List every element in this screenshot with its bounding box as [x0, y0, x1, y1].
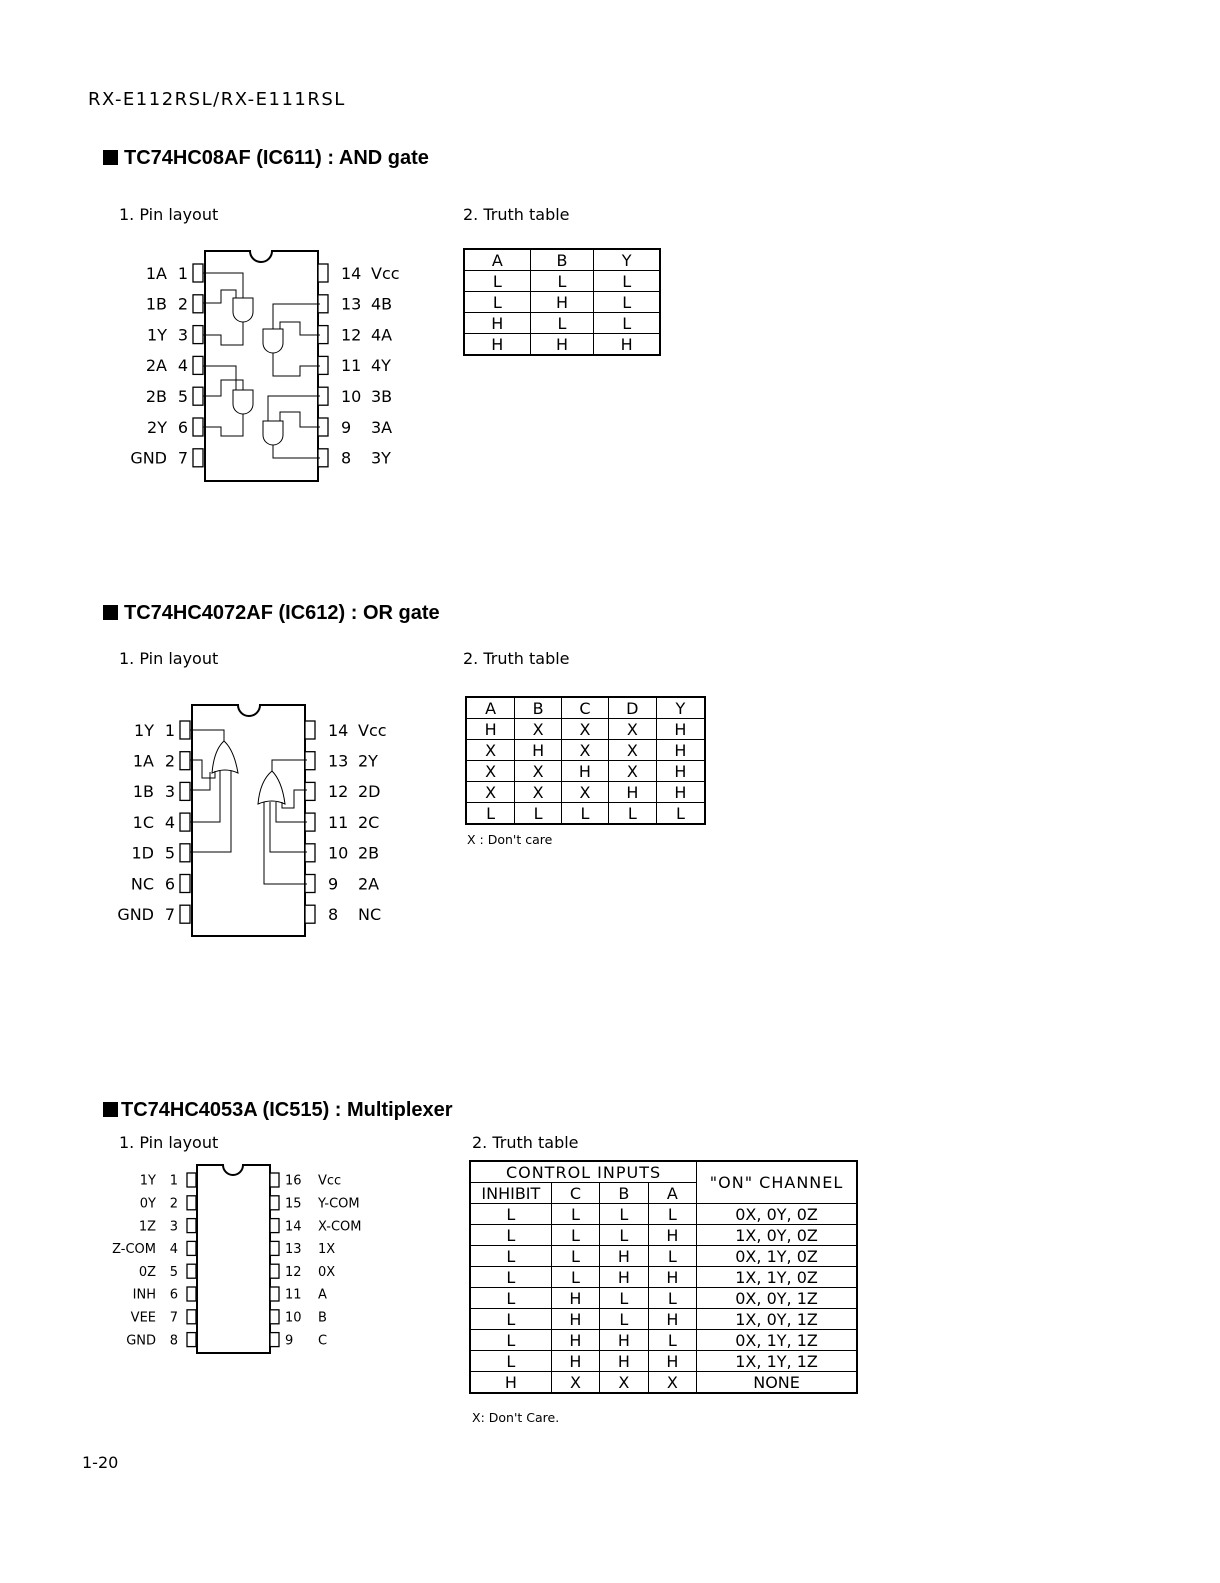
- pin-9-number: 9: [285, 1333, 294, 1349]
- pin-9-marker: [305, 875, 315, 893]
- pin-2-marker: [193, 295, 203, 313]
- pin-1-number: 1: [177, 263, 188, 283]
- pin-7-name: GND: [130, 448, 167, 468]
- section-title-multiplexer: TC74HC4053A (IC515) : Multiplexer: [103, 1099, 453, 1122]
- table-row: [470, 1267, 857, 1288]
- table-cell: H: [594, 334, 660, 356]
- table-row: [470, 1246, 857, 1267]
- pin-16-name: Vcc: [318, 1173, 342, 1189]
- table-cell: H: [648, 1267, 696, 1288]
- pin-6-name: NC: [130, 874, 154, 894]
- wire: [190, 730, 224, 741]
- pin-14-marker: [318, 264, 328, 282]
- pin-7-number: 7: [164, 904, 175, 924]
- wire: [280, 412, 320, 427]
- table-cell: H: [600, 1246, 648, 1267]
- pin-12-name: 2D: [358, 782, 381, 802]
- table-cell: X: [466, 761, 515, 782]
- pin-12-number: 12: [328, 782, 349, 802]
- pin-4-number: 4: [177, 356, 188, 376]
- table-cell: H: [656, 782, 705, 803]
- truth-table-label: 2. Truth table: [472, 1133, 579, 1152]
- pin-7-name: VEE: [130, 1310, 156, 1326]
- table-row: [470, 1204, 857, 1225]
- pin-5-marker: [180, 844, 190, 862]
- column-header: A: [464, 249, 530, 271]
- column-header: C: [551, 1183, 599, 1204]
- table-cell: 1X, 1Y, 0Z: [697, 1267, 857, 1288]
- table-cell: L: [594, 313, 660, 334]
- table-group-header-row: [470, 1161, 857, 1183]
- table-cell: H: [600, 1267, 648, 1288]
- pin-9-marker: [270, 1333, 279, 1347]
- wire: [203, 366, 236, 390]
- pin-7-number: 7: [177, 448, 188, 468]
- table-cell: X: [608, 719, 656, 740]
- pin-2-name: 1A: [132, 751, 154, 771]
- wire: [273, 353, 320, 376]
- table-cell: L: [466, 803, 515, 825]
- document-header: RX-E112RSL/RX-E111RSL: [88, 89, 346, 110]
- pin-15-marker: [270, 1196, 279, 1210]
- table-header-row: [464, 249, 660, 271]
- table-cell: L: [464, 292, 530, 313]
- table-row: [464, 292, 660, 313]
- pin-14-number: 14: [341, 263, 362, 283]
- pin-13-number: 13: [341, 294, 362, 314]
- column-header: D: [608, 697, 656, 719]
- on-channel-header: "ON" CHANNEL: [697, 1161, 857, 1204]
- table-cell: L: [648, 1288, 696, 1309]
- table-cell: L: [470, 1225, 551, 1246]
- chip-body: [197, 1165, 270, 1353]
- table-cell: L: [600, 1288, 648, 1309]
- pin-1-marker: [193, 264, 203, 282]
- pin-4-name: 1C: [132, 812, 154, 832]
- pin-9-name: C: [318, 1333, 328, 1349]
- table-row: [470, 1372, 857, 1394]
- wire: [203, 290, 236, 303]
- wire: [273, 445, 320, 458]
- table-cell: L: [464, 271, 530, 292]
- wire: [268, 396, 320, 421]
- pin-12-name: 0X: [318, 1264, 336, 1280]
- pin-14-number: 14: [285, 1219, 302, 1235]
- pin-2-marker: [187, 1196, 196, 1210]
- table-cell: L: [594, 271, 660, 292]
- pin-8-number: 8: [341, 448, 352, 468]
- page-number: 1-20: [82, 1453, 119, 1472]
- pin-14-name: X-COM: [318, 1219, 362, 1235]
- table-cell: H: [470, 1372, 551, 1394]
- table-cell: H: [608, 782, 656, 803]
- pin-13-marker: [305, 752, 315, 770]
- pin-13-name: 1X: [318, 1242, 336, 1258]
- table-cell: 0X, 1Y, 0Z: [697, 1246, 857, 1267]
- bullet-square-icon: [103, 150, 118, 165]
- wire: [203, 322, 243, 345]
- table-row: [466, 803, 705, 825]
- pin-11-number: 11: [285, 1287, 302, 1303]
- table-cell: L: [551, 1204, 599, 1225]
- pin-4-name: Z-COM: [112, 1242, 156, 1258]
- table-cell: L: [470, 1267, 551, 1288]
- wire: [276, 802, 307, 822]
- pin-8-number: 8: [328, 904, 339, 924]
- pin-16-marker: [270, 1173, 279, 1187]
- pin-8-marker: [187, 1333, 196, 1347]
- wire: [272, 760, 307, 771]
- table-cell: X: [466, 740, 515, 761]
- table-cell: L: [470, 1330, 551, 1351]
- pin-13-name: 4B: [371, 294, 393, 314]
- table-row: [466, 761, 705, 782]
- table-cell: H: [464, 313, 530, 334]
- pin-layout-label: 1. Pin layout: [119, 205, 219, 224]
- table-cell: L: [551, 1225, 599, 1246]
- pin-12-name: 4A: [371, 325, 393, 345]
- wire: [190, 771, 231, 852]
- table-cell: H: [515, 740, 562, 761]
- column-header: C: [562, 697, 609, 719]
- table-cell: H: [656, 761, 705, 782]
- pin-1-name: 1Y: [134, 720, 154, 740]
- pin-7-marker: [193, 449, 203, 467]
- table-cell: L: [608, 803, 656, 825]
- pin-13-name: 2Y: [358, 751, 378, 771]
- wire: [190, 771, 220, 822]
- pin-14-marker: [305, 721, 315, 739]
- table-cell: H: [551, 1351, 599, 1372]
- pin-layout-label: 1. Pin layout: [119, 649, 219, 668]
- pin-11-name: A: [318, 1287, 327, 1303]
- table-cell: H: [530, 292, 594, 313]
- pin-12-marker: [305, 782, 315, 800]
- pin-5-number: 5: [169, 1264, 178, 1280]
- pin-6-name: INH: [132, 1287, 156, 1303]
- pin-12-marker: [318, 326, 328, 344]
- pin-14-name: Vcc: [358, 720, 387, 740]
- pin-9-number: 9: [328, 874, 339, 894]
- pin-4-marker: [187, 1241, 196, 1255]
- table-cell: X: [562, 719, 609, 740]
- column-header: Y: [594, 249, 660, 271]
- pin-7-marker: [180, 905, 190, 923]
- table-cell: H: [551, 1288, 599, 1309]
- pin-5-name: 0Z: [138, 1264, 156, 1280]
- column-header: INHIBIT: [470, 1183, 551, 1204]
- pin-3-number: 3: [177, 325, 188, 345]
- pin-12-number: 12: [341, 325, 362, 345]
- table-cell: H: [648, 1309, 696, 1330]
- pin-3-name: 1Z: [138, 1219, 156, 1235]
- or-gate-truth-table: [465, 696, 706, 825]
- section-title-and-gate: TC74HC08AF (IC611) : AND gate: [103, 147, 429, 170]
- pin-1-name: 1Y: [139, 1173, 156, 1189]
- table-cell: X: [515, 782, 562, 803]
- pin-1-number: 1: [164, 720, 175, 740]
- pin-5-marker: [187, 1264, 196, 1278]
- table-row: [470, 1330, 857, 1351]
- pin-16-number: 16: [285, 1173, 302, 1189]
- pin-1-name: 1A: [145, 263, 167, 283]
- table-cell: H: [648, 1225, 696, 1246]
- section-title-or-gate: TC74HC4072AF (IC612) : OR gate: [103, 602, 440, 625]
- pin-6-marker: [187, 1287, 196, 1301]
- table-cell: 1X, 1Y, 1Z: [697, 1351, 857, 1372]
- pin-9-marker: [318, 418, 328, 436]
- pin-6-name: 2Y: [147, 417, 167, 437]
- table-cell: L: [551, 1246, 599, 1267]
- pin-4-number: 4: [164, 812, 175, 832]
- pin-2-number: 2: [169, 1196, 178, 1212]
- wire: [190, 760, 215, 778]
- column-header: B: [600, 1183, 648, 1204]
- truth-table-note: X : Don't care: [467, 832, 553, 847]
- pin-4-marker: [180, 813, 190, 831]
- wire: [264, 802, 307, 884]
- pin-1-marker: [180, 721, 190, 739]
- wire: [203, 380, 243, 396]
- table-cell: 1X, 0Y, 1Z: [697, 1309, 857, 1330]
- wire: [190, 772, 210, 790]
- pin-10-name: 2B: [358, 843, 380, 863]
- pin-6-marker: [193, 418, 203, 436]
- pin-11-name: 2C: [358, 812, 380, 832]
- pin-3-marker: [193, 326, 203, 344]
- table-cell: X: [608, 761, 656, 782]
- table-cell: H: [600, 1330, 648, 1351]
- pin-10-marker: [270, 1310, 279, 1324]
- pin-11-marker: [318, 356, 328, 374]
- pin-2-name: 1B: [145, 294, 167, 314]
- pin-4-number: 4: [169, 1242, 178, 1258]
- table-cell: H: [551, 1330, 599, 1351]
- pin-12-number: 12: [285, 1264, 302, 1280]
- column-header: A: [648, 1183, 696, 1204]
- pin-10-marker: [305, 844, 315, 862]
- table-cell: L: [470, 1351, 551, 1372]
- table-header-row: [466, 697, 705, 719]
- pin-5-name: 1D: [131, 843, 154, 863]
- table-cell: L: [600, 1204, 648, 1225]
- table-cell: H: [466, 719, 515, 740]
- pin-3-name: 1Y: [147, 325, 167, 345]
- pin-10-name: 3B: [371, 386, 393, 406]
- table-cell: L: [515, 803, 562, 825]
- pin-8-marker: [305, 905, 315, 923]
- pin-10-number: 10: [328, 843, 349, 863]
- table-cell: L: [656, 803, 705, 825]
- pin-8-marker: [318, 449, 328, 467]
- pin-3-number: 3: [164, 782, 175, 802]
- pin-13-marker: [318, 295, 328, 313]
- table-cell: NONE: [697, 1372, 857, 1394]
- pin-9-name: 2A: [358, 874, 380, 894]
- table-cell: 0X, 0Y, 0Z: [697, 1204, 857, 1225]
- pin-7-marker: [187, 1310, 196, 1324]
- pin-9-name: 3A: [371, 417, 393, 437]
- table-cell: L: [648, 1330, 696, 1351]
- table-cell: L: [648, 1246, 696, 1267]
- table-cell: X: [466, 782, 515, 803]
- table-cell: L: [562, 803, 609, 825]
- pin-2-name: 0Y: [139, 1196, 156, 1212]
- table-cell: H: [648, 1351, 696, 1372]
- pin-9-number: 9: [341, 417, 352, 437]
- table-row: [470, 1225, 857, 1246]
- table-cell: H: [464, 334, 530, 356]
- pin-6-number: 6: [177, 417, 188, 437]
- table-cell: L: [551, 1267, 599, 1288]
- table-row: [470, 1351, 857, 1372]
- table-row: [466, 740, 705, 761]
- table-cell: H: [656, 719, 705, 740]
- table-cell: L: [648, 1204, 696, 1225]
- table-cell: L: [470, 1246, 551, 1267]
- pin-15-name: Y-COM: [318, 1196, 360, 1212]
- table-cell: 0X, 1Y, 1Z: [697, 1330, 857, 1351]
- table-cell: L: [530, 271, 594, 292]
- table-cell: X: [562, 740, 609, 761]
- pin-5-marker: [193, 387, 203, 405]
- table-cell: X: [515, 719, 562, 740]
- table-cell: L: [470, 1204, 551, 1225]
- chip-body: [205, 251, 318, 481]
- wire: [203, 414, 243, 436]
- pin-13-number: 13: [285, 1242, 302, 1258]
- table-cell: H: [656, 740, 705, 761]
- table-cell: L: [594, 292, 660, 313]
- table-row: [466, 719, 705, 740]
- and-gate-symbol: [263, 421, 283, 445]
- and-gate-symbol: [233, 390, 253, 414]
- and-gate-truth-table: [463, 248, 661, 356]
- pin-3-number: 3: [169, 1219, 178, 1235]
- pin-13-marker: [270, 1241, 279, 1255]
- table-cell: L: [530, 313, 594, 334]
- pin-11-marker: [270, 1287, 279, 1301]
- wire: [270, 802, 307, 852]
- wire: [280, 322, 320, 335]
- table-cell: L: [470, 1309, 551, 1330]
- chip-body: [192, 705, 305, 936]
- wire: [273, 304, 320, 329]
- pin-2-number: 2: [177, 294, 188, 314]
- column-header: Y: [656, 697, 705, 719]
- table-cell: L: [600, 1309, 648, 1330]
- table-cell: X: [600, 1372, 648, 1394]
- pin-7-name: GND: [117, 904, 154, 924]
- pin-10-marker: [318, 387, 328, 405]
- wire: [282, 790, 307, 808]
- table-row: [464, 313, 660, 334]
- pin-11-name: 4Y: [371, 356, 391, 376]
- or-gate-symbol: [212, 741, 238, 773]
- pin-14-marker: [270, 1219, 279, 1233]
- pin-4-name: 2A: [145, 356, 167, 376]
- pin-14-name: Vcc: [371, 263, 400, 283]
- table-cell: L: [470, 1288, 551, 1309]
- table-row: [470, 1288, 857, 1309]
- pin-10-name: B: [318, 1310, 327, 1326]
- pin-2-number: 2: [164, 751, 175, 771]
- column-header: B: [515, 697, 562, 719]
- pin-11-number: 11: [341, 356, 362, 376]
- pin-1-number: 1: [169, 1173, 178, 1189]
- table-cell: L: [600, 1225, 648, 1246]
- wire: [203, 273, 243, 298]
- table-row: [470, 1309, 857, 1330]
- table-cell: 1X, 0Y, 0Z: [697, 1225, 857, 1246]
- pin-4-marker: [193, 356, 203, 374]
- multiplexer-truth-table: [469, 1160, 858, 1394]
- pin-11-marker: [305, 813, 315, 831]
- pin-10-number: 10: [285, 1310, 302, 1326]
- table-cell: X: [608, 740, 656, 761]
- pin-3-name: 1B: [132, 782, 154, 802]
- bullet-square-icon: [103, 605, 118, 620]
- column-header: B: [530, 249, 594, 271]
- pin-11-number: 11: [328, 812, 349, 832]
- table-cell: H: [551, 1309, 599, 1330]
- pin-3-marker: [180, 782, 190, 800]
- column-header: A: [466, 697, 515, 719]
- table-cell: H: [530, 334, 594, 356]
- table-cell: X: [648, 1372, 696, 1394]
- pin-15-number: 15: [285, 1196, 302, 1212]
- pin-8-name: NC: [358, 904, 382, 924]
- table-cell: X: [562, 782, 609, 803]
- bullet-square-icon: [103, 1102, 118, 1117]
- pin-8-number: 8: [169, 1333, 178, 1349]
- truth-table-note: X: Don't Care.: [472, 1410, 560, 1425]
- table-cell: X: [515, 761, 562, 782]
- pin-12-marker: [270, 1264, 279, 1278]
- table-row: [464, 271, 660, 292]
- control-inputs-header: CONTROL INPUTS: [470, 1161, 697, 1183]
- table-row: [466, 782, 705, 803]
- pin-5-number: 5: [164, 843, 175, 863]
- and-gate-symbol: [233, 298, 253, 322]
- pin-13-number: 13: [328, 751, 349, 771]
- pin-14-number: 14: [328, 720, 349, 740]
- pin-5-number: 5: [177, 386, 188, 406]
- pin-8-name: GND: [126, 1333, 156, 1349]
- pin-6-number: 6: [164, 874, 175, 894]
- pin-5-name: 2B: [145, 386, 167, 406]
- pin-6-number: 6: [169, 1287, 178, 1303]
- and-gate-symbol: [263, 329, 283, 353]
- pin-6-marker: [180, 875, 190, 893]
- or-gate-symbol: [258, 771, 285, 804]
- pin-8-name: 3Y: [371, 448, 391, 468]
- table-row: [464, 334, 660, 356]
- table-cell: H: [600, 1351, 648, 1372]
- pin-layout-label: 1. Pin layout: [119, 1133, 219, 1152]
- table-cell: 0X, 0Y, 1Z: [697, 1288, 857, 1309]
- truth-table-label: 2. Truth table: [463, 649, 570, 668]
- pin-10-number: 10: [341, 386, 362, 406]
- table-cell: X: [551, 1372, 599, 1394]
- pin-1-marker: [187, 1173, 196, 1187]
- pin-7-number: 7: [169, 1310, 178, 1326]
- truth-table-label: 2. Truth table: [463, 205, 570, 224]
- pin-2-marker: [180, 752, 190, 770]
- table-cell: H: [562, 761, 609, 782]
- pin-3-marker: [187, 1219, 196, 1233]
